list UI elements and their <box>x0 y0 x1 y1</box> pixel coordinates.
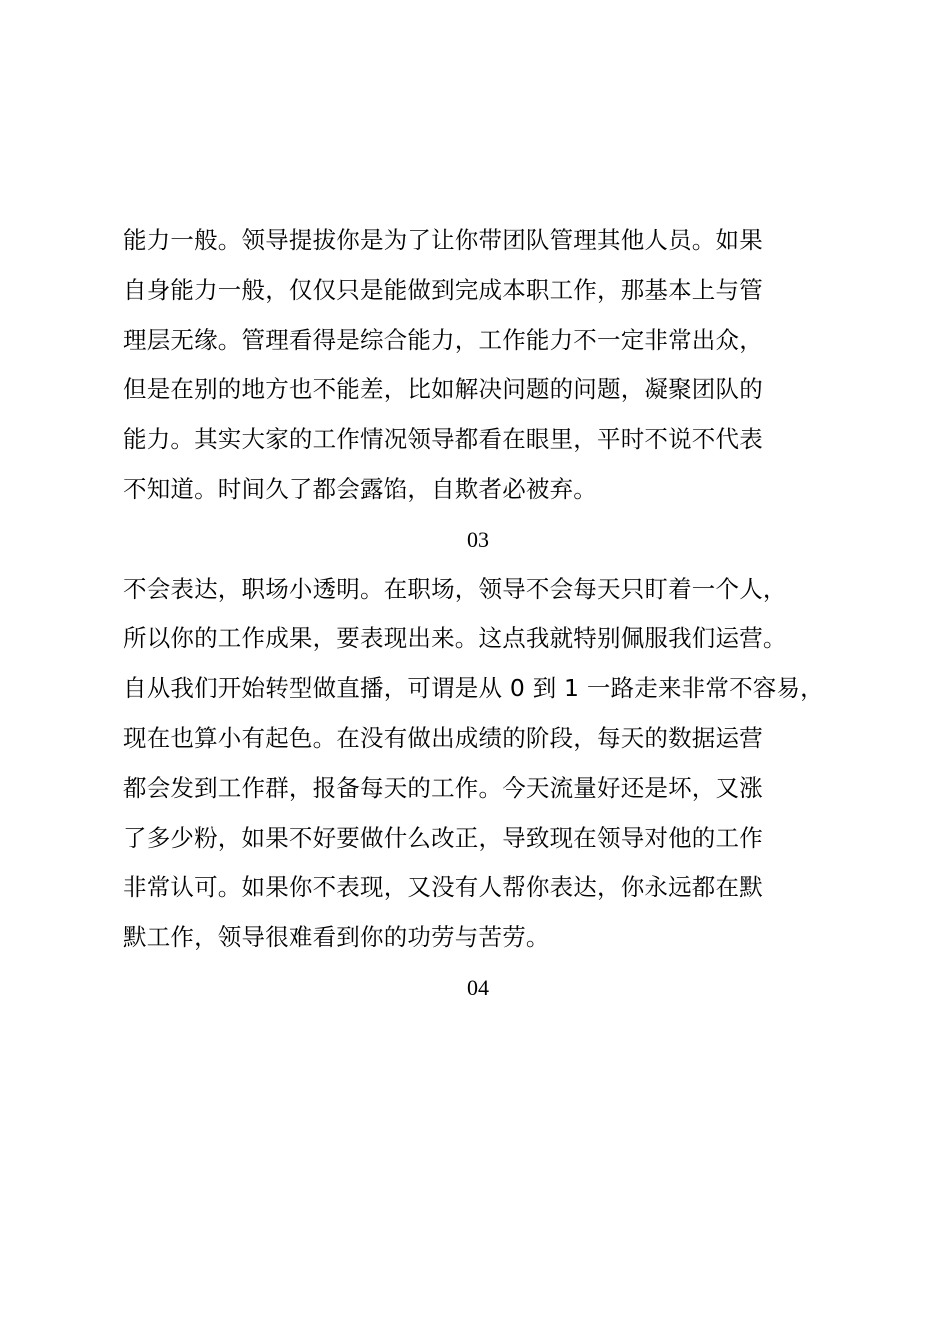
text-line: 所以你的工作成果，要表现出来。这点我就特别佩服我们运营。 <box>123 624 787 653</box>
section-number-03: 03 <box>467 526 489 552</box>
text-line: 不会表达，职场小透明。在职场，领导不会每天只盯着一个人， <box>123 574 787 603</box>
paragraph-section-03 <box>0 565 950 963</box>
paragraph-section-02-tail <box>0 216 950 515</box>
text-line: 理层无缘。管理看得是综合能力，工作能力不一定非常出众， <box>123 325 763 354</box>
text-line: 默工作，领导很难看到你的功劳与苦劳。 <box>123 923 550 952</box>
text-line: 能力。其实大家的工作情况领导都看在眼里，平时不说不代表 <box>123 425 763 454</box>
text-line: 不知道。时间久了都会露馅，自欺者必被弃。 <box>123 474 597 503</box>
document-page <box>0 216 950 1013</box>
text-line: 但是在别的地方也不能差，比如解决问题的问题，凝聚团队的 <box>123 375 763 404</box>
text-line: 自身能力一般，仅仅只是能做到完成本职工作，那基本上与管 <box>123 275 763 304</box>
text-line: 了多少粉，如果不好要做什么改正，导致现在领导对他的工作 <box>123 823 763 852</box>
text-line: 非常认可。如果你不表现，又没有人帮你表达，你永远都在默 <box>123 873 763 902</box>
text-line: 都会发到工作群，报备每天的工作。今天流量好还是坏，又涨 <box>123 773 763 802</box>
text-line: 现在也算小有起色。在没有做出成绩的阶段，每天的数据运营 <box>123 723 763 752</box>
text-line: 能力一般。领导提拔你是为了让你带团队管理其他人员。如果 <box>123 226 763 254</box>
text-line: 自从我们开始转型做直播，可谓是从 0 到 1 一路走来非常不容易， <box>123 674 824 703</box>
section-number-04: 04 <box>467 974 489 1000</box>
